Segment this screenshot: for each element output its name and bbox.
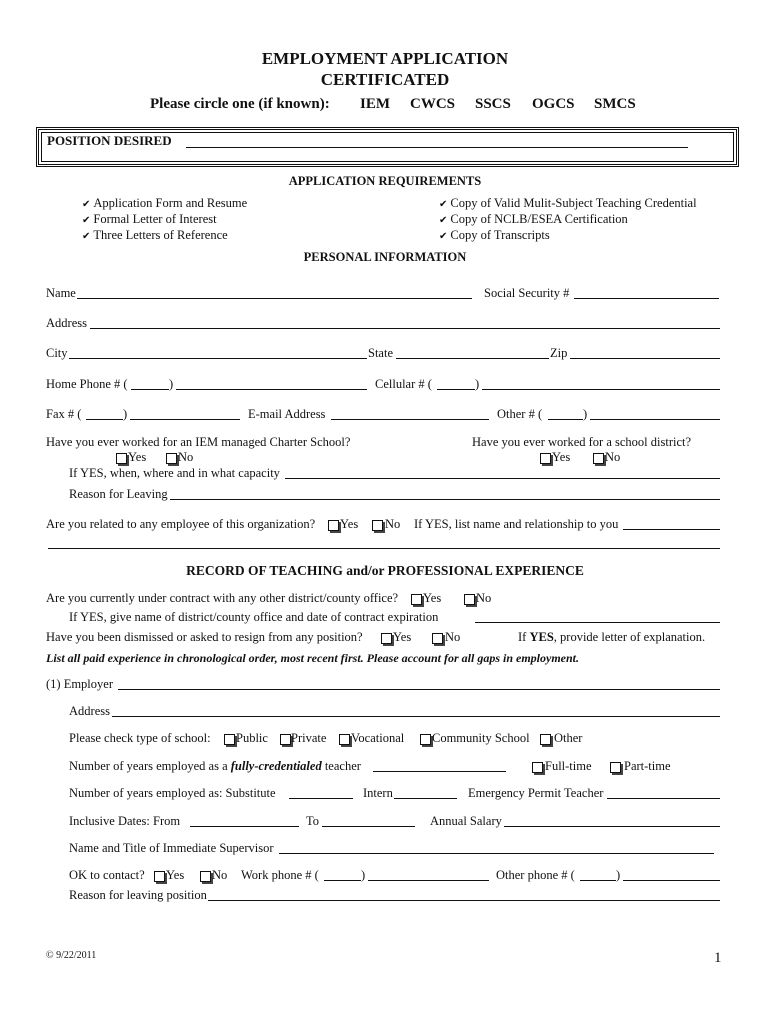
other-area-field[interactable] <box>548 419 583 420</box>
city-field[interactable] <box>69 358 367 359</box>
email-field[interactable] <box>331 419 489 420</box>
option-cwcs[interactable]: CWCS <box>410 96 456 112</box>
contract-followup-field[interactable] <box>475 622 720 623</box>
form-title: EMPLOYMENT APPLICATION <box>261 49 509 68</box>
school-other-checkbox[interactable] <box>540 734 551 745</box>
work-phone-label: Work phone # ( <box>241 868 319 882</box>
fax-label: Fax # ( <box>46 407 82 421</box>
req-left-2: ✔ Formal Letter of Interest <box>82 212 217 226</box>
req-right-2: ✔ Copy of NCLB/ESEA Certification <box>439 212 628 226</box>
inclusive-from-label: Inclusive Dates: From <box>69 814 181 828</box>
other-phone-label: Other # ( <box>497 407 543 421</box>
other-phone-paren: ) <box>616 868 621 882</box>
school-community-label: Community School <box>432 731 530 745</box>
req-right-3: ✔ Copy of Transcripts <box>439 228 550 242</box>
option-smcs[interactable]: SMCS <box>594 96 636 112</box>
related-no-label: No <box>385 517 401 531</box>
years-as-label: Number of years employed as: Substitute <box>69 786 276 800</box>
iem-yes-checkbox[interactable] <box>116 453 127 464</box>
work-phone-area-field[interactable] <box>324 880 361 881</box>
home-phone-label: Home Phone # ( <box>46 377 128 391</box>
employer-address-field[interactable] <box>112 716 720 717</box>
address-label: Address <box>46 316 87 330</box>
related-yes-label: Yes <box>340 517 359 531</box>
district-yes-checkbox[interactable] <box>540 453 551 464</box>
contract-no-label: No <box>476 591 492 605</box>
school-community-checkbox[interactable] <box>420 734 431 745</box>
option-sscs[interactable]: SSCS <box>475 96 511 112</box>
checkmark-icon: ✔ <box>82 199 91 210</box>
fax-field[interactable] <box>130 419 240 420</box>
related-followup-field[interactable] <box>623 529 720 530</box>
reason-position-label: Reason for leaving position <box>69 888 207 902</box>
cellular-label: Cellular # ( <box>375 377 432 391</box>
intern-label: Intern <box>363 786 393 800</box>
school-public-label: Public <box>236 731 268 745</box>
district-yes-label: Yes <box>552 450 571 464</box>
emergency-field[interactable] <box>607 798 720 799</box>
iem-no-checkbox[interactable] <box>166 453 177 464</box>
dismissed-yes-label: Yes <box>393 630 412 644</box>
req-left-1: ✔ Application Form and Resume <box>82 196 248 210</box>
personal-heading: PERSONAL INFORMATION <box>303 250 467 264</box>
zip-field[interactable] <box>570 358 720 359</box>
school-public-checkbox[interactable] <box>224 734 235 745</box>
contract-yes-checkbox[interactable] <box>411 594 422 605</box>
contact-yes-checkbox[interactable] <box>154 871 165 882</box>
substitute-field[interactable] <box>289 798 353 799</box>
city-label: City <box>46 346 68 360</box>
ssn-label: Social Security # <box>484 286 570 300</box>
dismissed-no-label: No <box>445 630 461 644</box>
fax-paren: ) <box>123 407 128 421</box>
supervisor-field[interactable] <box>279 853 714 854</box>
intern-field[interactable] <box>394 798 457 799</box>
circle-prompt: Please circle one (if known): <box>150 96 330 112</box>
ok-contact-label: OK to contact? <box>69 868 145 882</box>
requirements-heading: APPLICATION REQUIREMENTS <box>288 174 482 188</box>
full-time-label: Full-time <box>545 759 592 773</box>
school-vocational-label: Vocational <box>351 731 405 745</box>
req-left-3: ✔ Three Letters of Reference <box>82 228 228 242</box>
contact-no-checkbox[interactable] <box>200 871 211 882</box>
option-ogcs[interactable]: OGCS <box>532 96 575 112</box>
iem-no-label: No <box>178 450 194 464</box>
salary-label: Annual Salary <box>430 814 502 828</box>
contract-followup: If YES, give name of district/county office and date of contract expiration <box>69 610 439 624</box>
cellular-field[interactable] <box>482 389 720 390</box>
form-subtitle: CERTIFICATED <box>320 70 450 89</box>
work-phone-paren: ) <box>361 868 366 882</box>
home-phone-field[interactable] <box>176 389 367 390</box>
school-private-label: Private <box>291 731 327 745</box>
fax-area-field[interactable] <box>86 419 123 420</box>
other-phone-area-field[interactable] <box>580 880 616 881</box>
home-phone-paren: ) <box>169 377 174 391</box>
position-desired-field[interactable] <box>186 147 688 148</box>
iem-yes-label: Yes <box>128 450 147 464</box>
district-no-checkbox[interactable] <box>593 453 604 464</box>
employer-label: (1) Employer <box>46 677 113 691</box>
reason-leaving-label: Reason for Leaving <box>69 487 168 501</box>
experience-heading: RECORD OF TEACHING and/or PROFESSIONAL EXPERIENCE <box>186 563 584 578</box>
cellular-paren: ) <box>475 377 480 391</box>
other-field[interactable] <box>590 419 720 420</box>
inclusive-from-field[interactable] <box>190 826 299 827</box>
years-credentialed-label: Number of years employed as a fully-credentialed teacher <box>69 759 361 773</box>
reason-position-field[interactable] <box>208 900 720 901</box>
emergency-label: Emergency Permit Teacher <box>468 786 604 800</box>
capacity-field[interactable] <box>285 478 720 479</box>
inclusive-to-field[interactable] <box>322 826 415 827</box>
years-credentialed-field[interactable] <box>373 771 506 772</box>
instruction-text: List all paid experience in chronological order, most recent first. Please account for all gaps in employment. <box>46 651 579 665</box>
other-phone-contact-label: Other phone # ( <box>496 868 575 882</box>
dismissed-yes-checkbox[interactable] <box>381 633 392 644</box>
ssn-field[interactable] <box>574 298 719 299</box>
part-time-checkbox[interactable] <box>610 762 621 773</box>
school-type-prompt: Please check type of school: <box>69 731 211 745</box>
cellular-area-field[interactable] <box>437 389 475 390</box>
part-time-label: Part-time <box>624 759 671 773</box>
contract-no-checkbox[interactable] <box>464 594 475 605</box>
address-field[interactable] <box>90 328 720 329</box>
related-yes-checkbox[interactable] <box>328 520 339 531</box>
school-vocational-checkbox[interactable] <box>339 734 350 745</box>
supervisor-label: Name and Title of Immediate Supervisor <box>69 841 274 855</box>
home-phone-area-field[interactable] <box>131 389 169 390</box>
related-followup: If YES, list name and relationship to you <box>414 517 619 531</box>
employer-field[interactable] <box>118 689 720 690</box>
other-phone-contact-field[interactable] <box>623 880 720 881</box>
employer-address-label: Address <box>69 704 110 718</box>
reason-leaving-field[interactable] <box>170 499 720 500</box>
contract-question: Are you currently under contract with any other district/county office? <box>46 591 399 605</box>
email-label: E-mail Address <box>248 407 326 421</box>
checkmark-icon: ✔ <box>82 215 91 226</box>
checkmark-icon: ✔ <box>439 231 448 242</box>
work-phone-field[interactable] <box>368 880 489 881</box>
contact-yes-label: Yes <box>166 868 185 882</box>
contract-yes-label: Yes <box>423 591 442 605</box>
other-paren: ) <box>583 407 588 421</box>
req-right-1: ✔ Copy of Valid Mulit-Subject Teaching Credential <box>439 196 697 210</box>
dismissed-no-checkbox[interactable] <box>432 633 443 644</box>
contact-no-label: No <box>212 868 228 882</box>
name-label: Name <box>46 286 76 300</box>
school-other-label: Other <box>554 731 583 745</box>
page-number: 1 <box>714 950 722 966</box>
related-no-checkbox[interactable] <box>372 520 383 531</box>
state-field[interactable] <box>396 358 549 359</box>
option-iem[interactable]: IEM <box>360 96 390 112</box>
checkmark-icon: ✔ <box>439 199 448 210</box>
inclusive-to-label: To <box>306 814 320 828</box>
dismissed-followup: If YES, provide letter of explanation. <box>518 630 706 644</box>
name-field[interactable] <box>77 298 472 299</box>
district-no-label: No <box>605 450 621 464</box>
state-label: State <box>368 346 393 360</box>
copyright-date: © 9/22/2011 <box>46 950 97 961</box>
school-private-checkbox[interactable] <box>280 734 291 745</box>
section-divider <box>48 548 720 549</box>
checkmark-icon: ✔ <box>82 231 91 242</box>
salary-field[interactable] <box>504 826 720 827</box>
dismissed-question: Have you been dismissed or asked to resign from any position? <box>46 630 363 644</box>
position-desired-label: POSITION DESIRED <box>47 133 172 148</box>
related-question: Are you related to any employee of this organization? <box>46 517 316 531</box>
zip-label: Zip <box>550 346 568 360</box>
iem-question: Have you ever worked for an IEM managed Charter School? <box>46 435 351 449</box>
full-time-checkbox[interactable] <box>532 762 543 773</box>
checkmark-icon: ✔ <box>439 215 448 226</box>
capacity-label: If YES, when, where and in what capacity <box>69 466 280 480</box>
district-question: Have you ever worked for a school district? <box>472 435 692 449</box>
